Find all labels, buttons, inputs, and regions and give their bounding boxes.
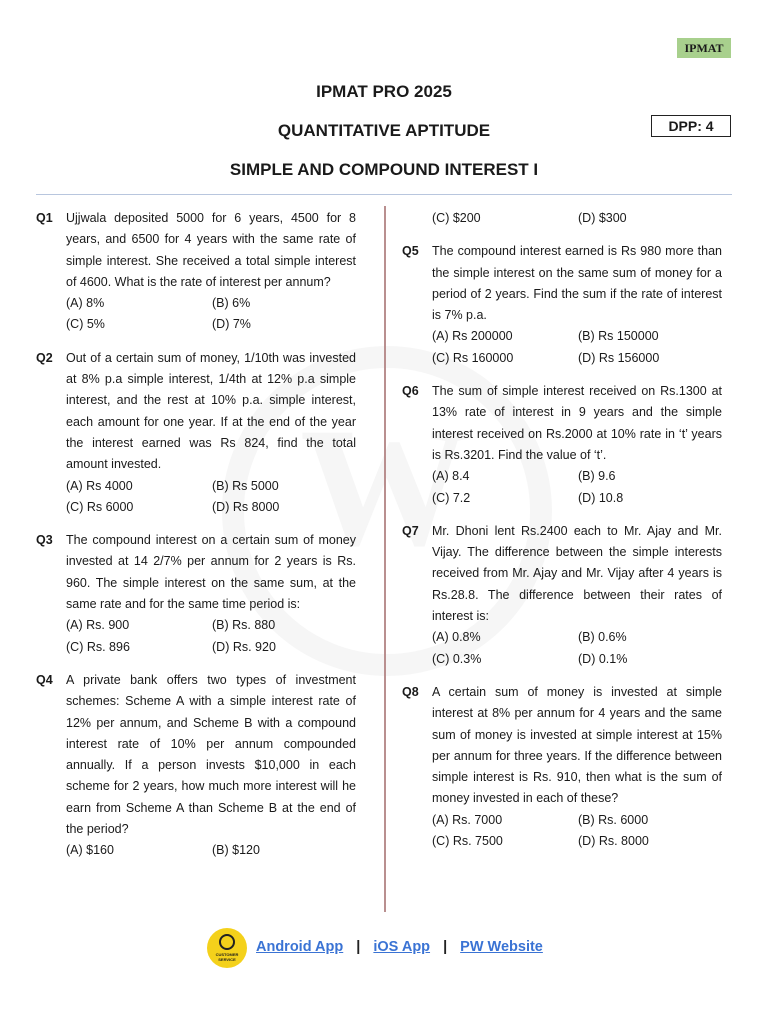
question-block <box>402 241 722 369</box>
option: (D) $300 <box>578 211 627 225</box>
option: (C) 7.2 <box>432 490 471 505</box>
option: (D) 10.8 <box>578 490 624 505</box>
options <box>66 293 356 336</box>
option: (D) 7% <box>212 317 251 332</box>
option: (C) Rs 160000 <box>432 350 514 365</box>
options <box>432 326 722 369</box>
option: (C) Rs 6000 <box>66 499 134 514</box>
question-block <box>36 208 356 336</box>
option: (C) 5% <box>66 317 105 332</box>
option: (A) 0.8% <box>432 630 481 645</box>
android-app-link[interactable]: Android App <box>256 939 344 955</box>
app-links <box>256 939 543 955</box>
options <box>432 810 722 853</box>
option: (D) 0.1% <box>578 651 628 666</box>
option: (B) 9.6 <box>578 469 616 484</box>
question-text: Ujjwala deposited 5000 for 6 years, 4500 for 8 years, and 6500 for 4 years with the same rate of simple interest. She received a total simple interest of 4600. What is the rate of interest per annum? <box>66 211 356 289</box>
headset-icon <box>219 934 235 950</box>
question-text: Mr. Dhoni lent Rs.2400 each to Mr. Ajay and Mr. Vijay. The difference between the simple interests received from Mr. Ajay and Mr. Vijay after 4 years is Rs.28.8. The difference between their rates of interest is: <box>432 523 722 624</box>
pw-website-link[interactable]: PW Website <box>460 939 543 955</box>
continued-options <box>402 208 722 229</box>
options <box>66 615 356 658</box>
column-divider <box>384 206 386 912</box>
header-divider <box>36 194 732 195</box>
question-number: Q1 <box>36 211 53 225</box>
question-block <box>36 348 356 518</box>
question-text: Out of a certain sum of money, 1/10th was invested at 8% p.a simple interest, 1/4th at 12% p.a simple interest, and the rest at 10% p.a. simple interest, each amount for one year. If at the end of the year the interest earned was Rs 824, find the total amount invested. <box>66 350 356 472</box>
question-block <box>402 381 722 509</box>
question-number: Q2 <box>36 350 53 365</box>
topic-title: SIMPLE AND COMPOUND INTEREST I <box>229 160 539 179</box>
option: (C) Rs. 7500 <box>432 834 503 849</box>
question-number: Q8 <box>402 684 419 699</box>
options <box>432 627 722 670</box>
option: (A) Rs. 900 <box>66 618 130 633</box>
subject-title: QUANTITATIVE APTITUDE <box>277 121 491 140</box>
subject-badge: IPMAT <box>677 38 731 58</box>
dpp-label: DPP: 4 <box>651 115 731 137</box>
question-block <box>36 530 356 658</box>
question-block <box>402 682 722 852</box>
ios-app-link[interactable]: iOS App <box>373 939 431 955</box>
page-title: IPMAT PRO 2025 <box>316 82 452 101</box>
option: (D) Rs 156000 <box>578 350 660 365</box>
options <box>66 840 356 861</box>
separator: | <box>443 939 448 955</box>
option: (C) 0.3% <box>432 651 482 666</box>
question-number: Q7 <box>402 523 419 538</box>
question-number: Q4 <box>36 672 53 687</box>
option: (B) $120 <box>212 843 260 858</box>
separator: | <box>356 939 361 955</box>
question-text: A certain sum of money is invested at simple interest at 8% per annum for 4 years and the same sum of money is invested at simple interest at 15% per annum for three years. If the difference between simple interest is Rs. 910, then what is the sum of money invested in each of these? <box>432 684 722 806</box>
question-text: The sum of simple interest received on Rs.1300 at 13% rate of interest in 9 years and the simple interest received on Rs.2000 at 10% rate in ‘t’ years is Rs.3201. Find the value of ‘t’. <box>432 384 722 462</box>
footer <box>0 928 768 972</box>
option: (D) Rs. 920 <box>212 639 276 654</box>
option: (B) Rs. 6000 <box>578 812 649 827</box>
option: (C) $200 <box>432 211 481 225</box>
option: (B) Rs. 880 <box>212 618 276 633</box>
option: (A) 8% <box>66 296 105 311</box>
left-column <box>36 208 356 874</box>
option: (A) Rs 4000 <box>66 478 133 493</box>
option: (B) 6% <box>212 296 251 311</box>
question-number: Q3 <box>36 533 53 548</box>
question-number: Q6 <box>402 384 419 399</box>
question-number: Q5 <box>402 244 419 259</box>
options <box>432 466 722 509</box>
customer-service-logo[interactable] <box>207 928 247 968</box>
logo-text: CUSTOMER SERVICE <box>215 952 239 962</box>
option: (B) 0.6% <box>578 630 627 645</box>
question-block <box>36 670 356 862</box>
options <box>66 476 356 519</box>
option: (D) Rs. 8000 <box>578 834 649 849</box>
option: (D) Rs 8000 <box>212 499 280 514</box>
question-block <box>402 521 722 670</box>
option: (A) $160 <box>66 843 114 858</box>
option: (A) Rs 200000 <box>432 329 513 344</box>
option: (A) 8.4 <box>432 469 470 484</box>
question-text: The compound interest earned is Rs 980 more than the simple interest on the same sum of money for a period of 2 years. Find the sum if the rate of interest is 7% p.a. <box>432 244 722 323</box>
right-column <box>402 208 722 864</box>
option: (B) Rs 150000 <box>578 329 659 344</box>
question-text: The compound interest on a certain sum of money invested at 14 2/7% per annum for 2 years is Rs. 960. The simple interest on the same sum, at the same rate and for the same time period is: <box>66 533 356 612</box>
option: (B) Rs 5000 <box>212 478 279 493</box>
question-text: A private bank offers two types of investment schemes: Scheme A with a simple interest rate of 12% per annum, and Scheme B with a compound interest rate of 10% per annum compounded annually. If a person invests $10,000 in each scheme for 2 years, how much more interest will he earn from Scheme A than Scheme B at the end of the period? <box>66 672 356 837</box>
option: (A) Rs. 7000 <box>432 812 503 827</box>
option: (C) Rs. 896 <box>66 639 130 654</box>
